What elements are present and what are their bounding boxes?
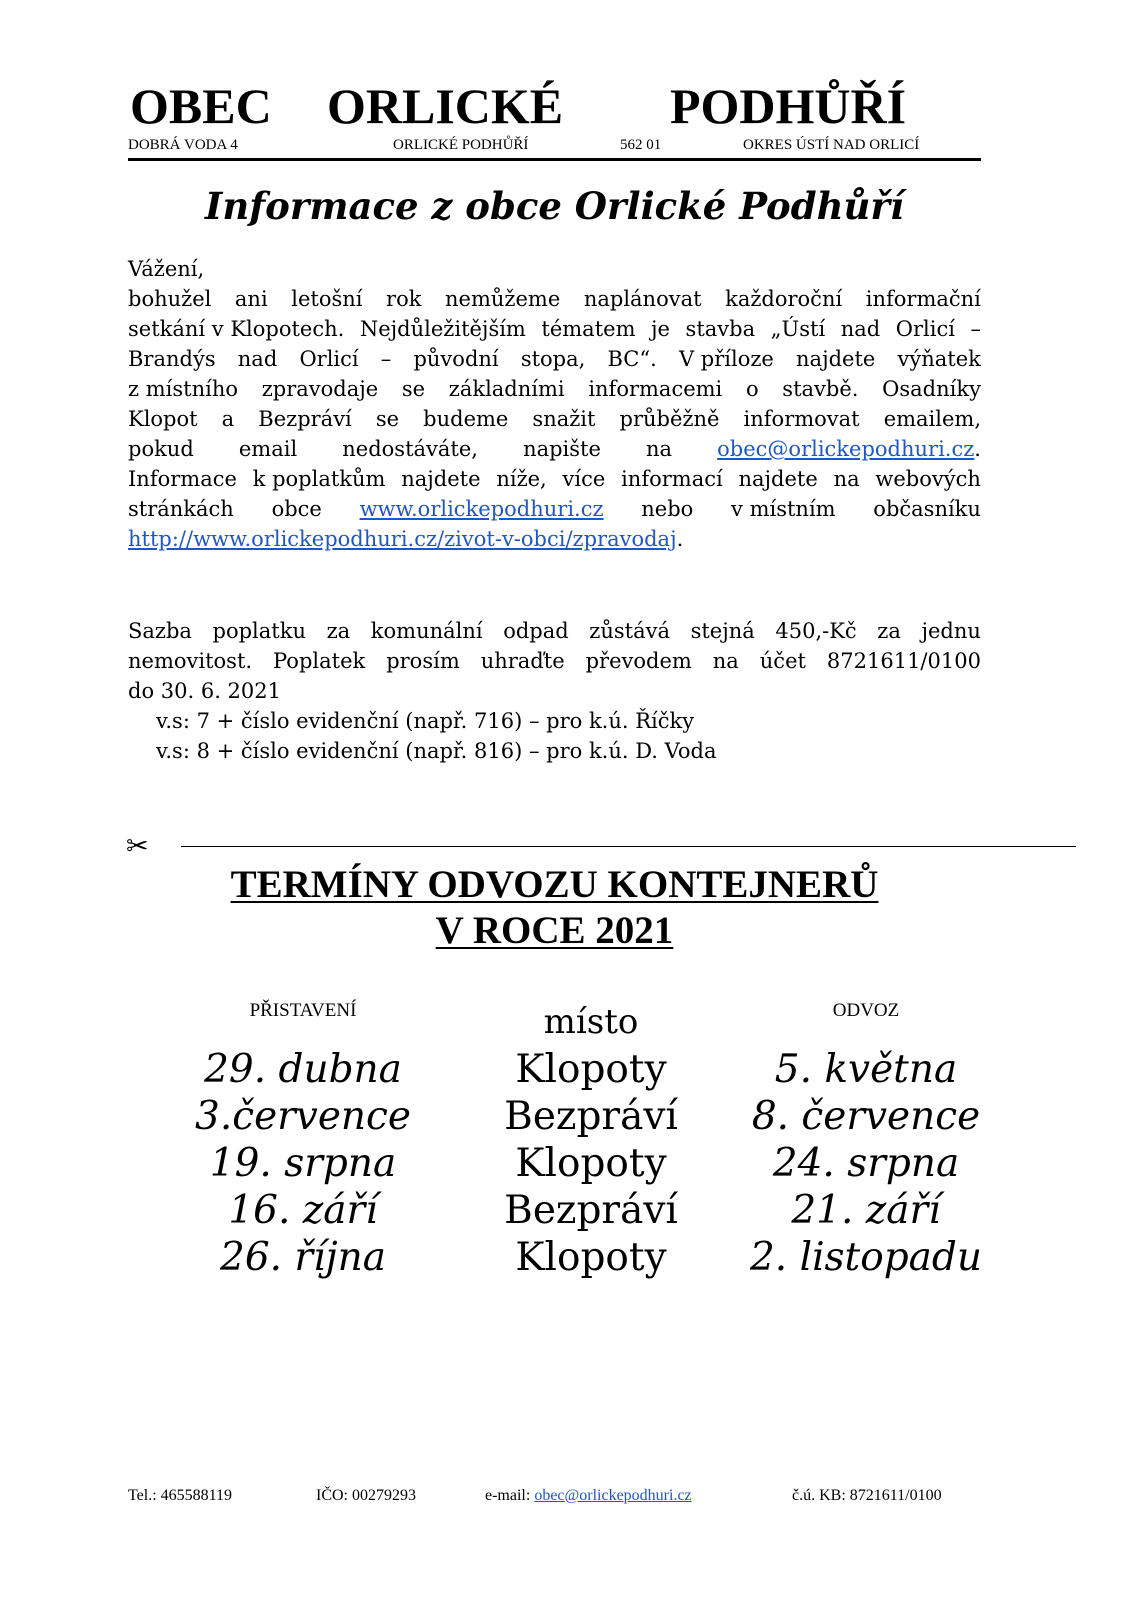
place-name: Bezpráví [504, 1188, 678, 1233]
schedule-title-line2 [128, 908, 981, 954]
para-word: jednu [921, 619, 981, 643]
para-word: na [833, 467, 860, 491]
salutation: Vážení, [128, 257, 205, 281]
footer-email [485, 1486, 692, 1506]
para-word: se [401, 377, 426, 401]
para-word: BC“. [607, 347, 657, 371]
para-word: najdete [738, 467, 818, 491]
vs-line-voda: v.s: 8 + číslo evidenční (např. 816) – pro k.ú. D. Voda [156, 739, 717, 763]
pickup-dates [716, 1046, 1016, 1281]
footer-account: č.ú. KB: 8721611/0100 [792, 1487, 942, 1504]
para-word: emailem, [883, 407, 981, 431]
para-word: účet [759, 649, 806, 673]
para-word: stránkách [128, 497, 234, 521]
places [441, 1046, 741, 1281]
letterhead-divider [128, 158, 981, 161]
letterhead-district: OKRES ÚSTÍ NAD ORLICÍ [743, 137, 920, 153]
para-word: komunální [370, 619, 483, 643]
para-word: najdete [796, 347, 876, 371]
para-word: nemůžeme [445, 287, 561, 311]
para-word: základními [448, 377, 565, 401]
para-word: pokud [128, 437, 194, 461]
para-word: obce [271, 497, 322, 521]
fee-line [128, 616, 981, 646]
para-word: každoroční [725, 287, 843, 311]
para-word: a [221, 407, 235, 431]
para-word: o [745, 377, 759, 401]
delivery-date: 19. srpna [209, 1141, 397, 1186]
pickup-date: 8. července [751, 1094, 981, 1139]
para-word: výňatek [897, 347, 981, 371]
letterhead-title-word: OBEC [130, 78, 272, 134]
para-word: informacemi [588, 377, 723, 401]
para-word: – [380, 347, 392, 371]
scissors-icon: ✂ [126, 831, 149, 862]
para-word: V příloze [678, 347, 774, 371]
para-word: Informace [128, 467, 237, 491]
para-word: naplánovat [583, 287, 702, 311]
document-title: Informace z obce Orlické Podhůří [205, 184, 904, 228]
para-word: informační [865, 287, 981, 311]
schedule-title-text: TERMÍNY ODVOZU KONTEJNERŮ [230, 863, 879, 906]
email-trail: . [974, 437, 981, 461]
para-word: je [651, 317, 670, 341]
para-word: budeme [423, 407, 509, 431]
cut-line [181, 846, 1076, 847]
email-line [128, 434, 981, 464]
para-word: zpravodaje [261, 377, 379, 401]
para-word: najdete [401, 467, 481, 491]
para-word: za [326, 619, 351, 643]
intro-paragraph [128, 254, 981, 554]
intro-line [128, 284, 981, 314]
email-link[interactable]: obec@orlickepodhuri.cz [717, 437, 975, 461]
place-name: Klopoty [515, 1047, 667, 1092]
delivery-date: 29. dubna [204, 1047, 402, 1092]
column-head-pickup: ODVOZ [832, 1000, 900, 1021]
para-word: 450,-Kč [775, 619, 857, 643]
fee-deadline: do 30. 6. 2021 [128, 679, 281, 703]
web-line [128, 494, 981, 524]
intro-line [128, 344, 981, 374]
para-word: nad [840, 317, 881, 341]
para-word: bohužel [128, 287, 212, 311]
place-name: Klopoty [515, 1235, 667, 1280]
para-word: informovat [743, 407, 860, 431]
place-name: Klopoty [515, 1141, 667, 1186]
para-word: uhraďte [480, 649, 565, 673]
zpravodaj-line [128, 524, 981, 554]
para-word: 8721611/0100 [826, 649, 981, 673]
para-word: Osadníky [882, 377, 981, 401]
para-word: Orlicí [895, 317, 955, 341]
para-word: rok [386, 287, 422, 311]
para-word: nebo [641, 497, 694, 521]
para-word: setkání v Klopotech. [128, 317, 345, 341]
email-link-wrap [717, 434, 981, 464]
column-head-place: místo [543, 1002, 639, 1042]
para-word: „Ústí [770, 317, 826, 341]
para-word: Poplatek [273, 649, 366, 673]
para-word: stavba [685, 317, 756, 341]
schedule-title-line1 [128, 862, 981, 908]
para-word: Klopot [128, 407, 198, 431]
letterhead-town: ORLICKÉ PODHŮŘÍ [393, 137, 529, 153]
para-word: stejná [690, 619, 755, 643]
intro-lines [128, 284, 981, 434]
para-word: letošní [291, 287, 363, 311]
para-word: občasníku [873, 497, 981, 521]
zpravodaj-link[interactable]: http://www.orlickepodhuri.cz/zivot-v-obci/zpravodaj [128, 527, 677, 551]
footer-email-label: e-mail: [485, 1487, 535, 1504]
para-word: za [877, 619, 901, 643]
para-word: Nejdůležitějším [359, 317, 526, 341]
zpravodaj-trail: . [676, 527, 684, 551]
schedule-title-text: V ROCE 2021 [435, 909, 674, 952]
para-word: z místního [128, 377, 238, 401]
para-word: tématem [541, 317, 636, 341]
pickup-date: 5. května [774, 1047, 958, 1092]
para-word: Bezpráví [258, 407, 352, 431]
delivery-date: 3.července [195, 1094, 411, 1139]
intro-line [128, 374, 981, 404]
para-word: nad [237, 347, 278, 371]
para-word: v místním [731, 497, 836, 521]
para-word: ani [234, 287, 268, 311]
para-word: stopa, [520, 347, 586, 371]
fee-paragraph [128, 616, 981, 766]
para-word: Sazba [128, 619, 192, 643]
pickup-date: 24. srpna [772, 1141, 960, 1186]
delivery-date: 16. září [228, 1188, 378, 1233]
letterhead-zip: 562 01 [620, 137, 662, 153]
footer-ico: IČO: 00279293 [316, 1487, 416, 1504]
pickup-date: 21. září [791, 1188, 941, 1233]
place-name: Bezpráví [504, 1094, 678, 1139]
para-word: nemovitost. [128, 649, 253, 673]
para-word: Brandýs [128, 347, 216, 371]
fees-info-line [128, 464, 981, 494]
para-word: průběžně [619, 407, 720, 431]
para-word: email [238, 437, 298, 461]
pickup-date: 2. listopadu [749, 1235, 983, 1280]
letterhead-title-word: ORLICKÉ [327, 78, 564, 134]
para-word: napište [523, 437, 601, 461]
para-word: níže, [496, 467, 547, 491]
para-word: zůstává [589, 619, 670, 643]
letterhead-title-word: PODHŮŘÍ [670, 78, 907, 134]
web-link[interactable]: www.orlickepodhuri.cz [359, 497, 604, 521]
delivery-dates [153, 1046, 453, 1281]
column-head-delivery: PŘISTAVENÍ [249, 1000, 357, 1021]
para-word: se [375, 407, 400, 431]
para-word: k poplatkům [252, 467, 386, 491]
footer-email-link[interactable]: obec@orlickepodhuri.cz [534, 1487, 692, 1504]
para-word: prosím [386, 649, 460, 673]
delivery-date: 26. října [220, 1235, 386, 1280]
para-word: původní [413, 347, 499, 371]
para-word: snažit [532, 407, 596, 431]
footer-phone: Tel.: 465588119 [128, 1487, 233, 1504]
vs-line-ricky: v.s: 7 + číslo evidenční (např. 716) – pro k.ú. Říčky [156, 709, 695, 733]
fee-line [128, 646, 981, 676]
letterhead-address: DOBRÁ VODA 4 [128, 137, 238, 153]
para-word: převodem [585, 649, 692, 673]
para-word: odpad [503, 619, 569, 643]
para-word: na [646, 437, 673, 461]
para-word: webových [875, 467, 981, 491]
para-word: Orlicí [299, 347, 359, 371]
para-word: poplatku [212, 619, 306, 643]
intro-line [128, 404, 981, 434]
para-word: stavbě. [782, 377, 859, 401]
para-word: na [712, 649, 739, 673]
para-word: nedostáváte, [342, 437, 478, 461]
intro-line [128, 314, 981, 344]
para-word: informací [621, 467, 723, 491]
para-word: – [970, 317, 981, 341]
fee-lines [128, 616, 981, 676]
para-word: více [562, 467, 606, 491]
